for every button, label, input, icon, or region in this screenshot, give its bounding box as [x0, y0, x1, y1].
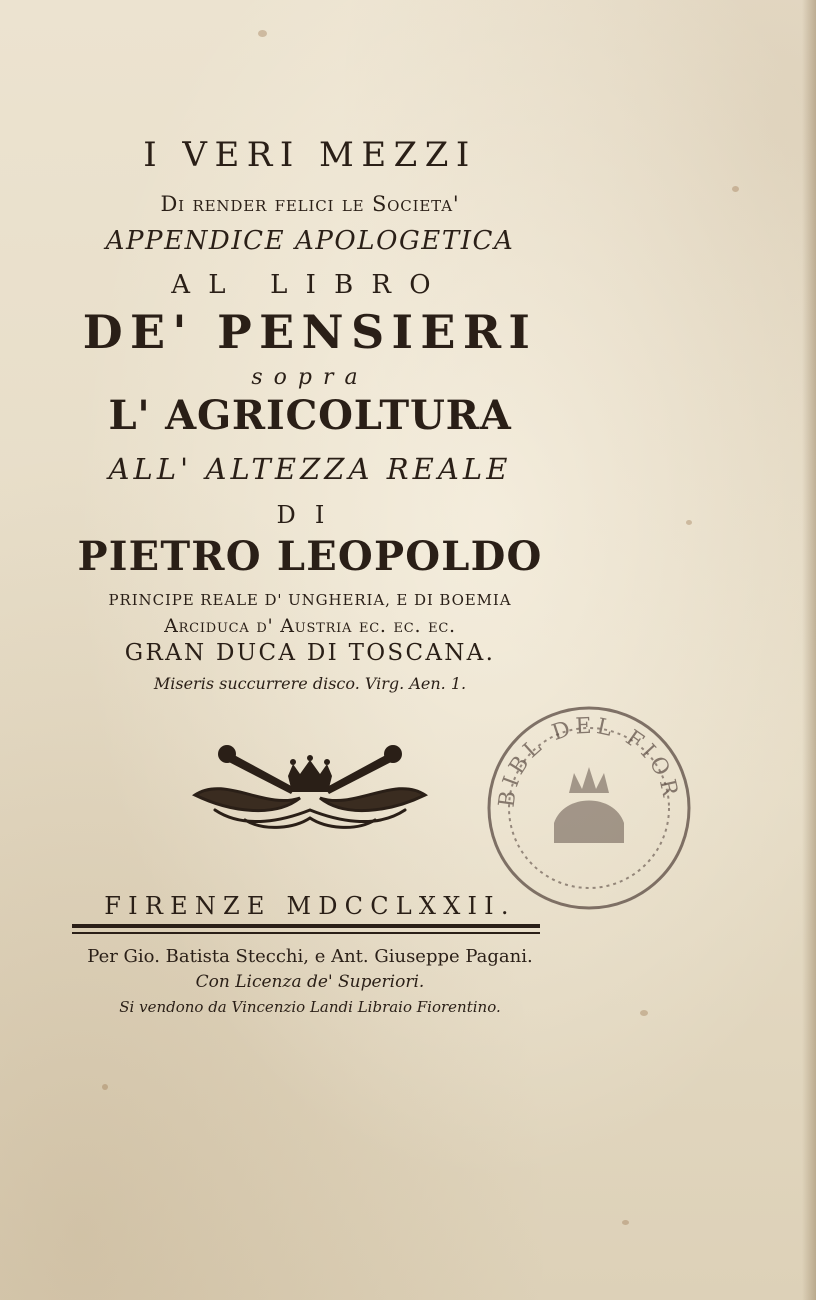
dedication-line-gran-duca: GRAN DUCA DI TOSCANA.: [124, 640, 496, 666]
page-edge-shadow: [802, 0, 816, 1300]
imprint-rule-thin: [72, 932, 540, 934]
title-line-sopra: sopra: [251, 365, 369, 390]
imprint-seller: Si vendono da Vincenzio Landi Libraio Fiorentino.: [119, 998, 501, 1016]
foxing-spot: [622, 1220, 629, 1225]
dedication-line-arciduca: Arciduca d' Austria ec. ec. ec.: [164, 615, 456, 637]
foxing-spot: [640, 1010, 648, 1016]
epigraph: Miseris succurrere disco. Virg. Aen. 1.: [153, 674, 467, 693]
imprint-place-date: FIRENZE MDCCLXXII.: [104, 892, 516, 920]
crown-trumpets-ornament-icon: [185, 740, 435, 832]
svg-text:BIBL DEL FIOR: [494, 714, 682, 809]
title-line-subtitle: Di render felici le Societa': [160, 192, 460, 216]
foxing-spot: [102, 1084, 108, 1090]
foxing-spot: [686, 520, 692, 525]
title-line-de-pensieri: DE' PENSIERI: [82, 305, 538, 359]
imprint-rule-thick: [72, 924, 540, 928]
title-line-agricoltura: L' AGRICOLTURA: [108, 392, 512, 439]
library-stamp-seal-icon: [474, 693, 704, 923]
title-line-al-libro: AL LIBRO: [171, 270, 449, 300]
stamp-text: BIBL DEL FIOR: [494, 713, 683, 809]
imprint-license: Con Licenza de' Superiori.: [195, 972, 425, 992]
foxing-spot: [258, 30, 267, 37]
dedication-line-principe: PRINCIPE REALE D' UNGHERIA, E DI BOEMIA: [108, 591, 512, 609]
imprint-printers: Per Gio. Batista Stecchi, e Ant. Giuseppe Pagani.: [87, 946, 533, 967]
dedication-line-di: DI: [276, 501, 344, 529]
dedication-line-altezza-reale: ALL' ALTEZZA REALE: [108, 452, 512, 486]
title-line-i-veri-mezzi: I VERI MEZZI: [143, 135, 477, 175]
dedication-line-pietro-leopoldo: PIETRO LEOPOLDO: [77, 533, 543, 580]
foxing-spot: [732, 186, 739, 192]
title-line-appendice: APPENDICE APOLOGETICA: [105, 226, 515, 256]
